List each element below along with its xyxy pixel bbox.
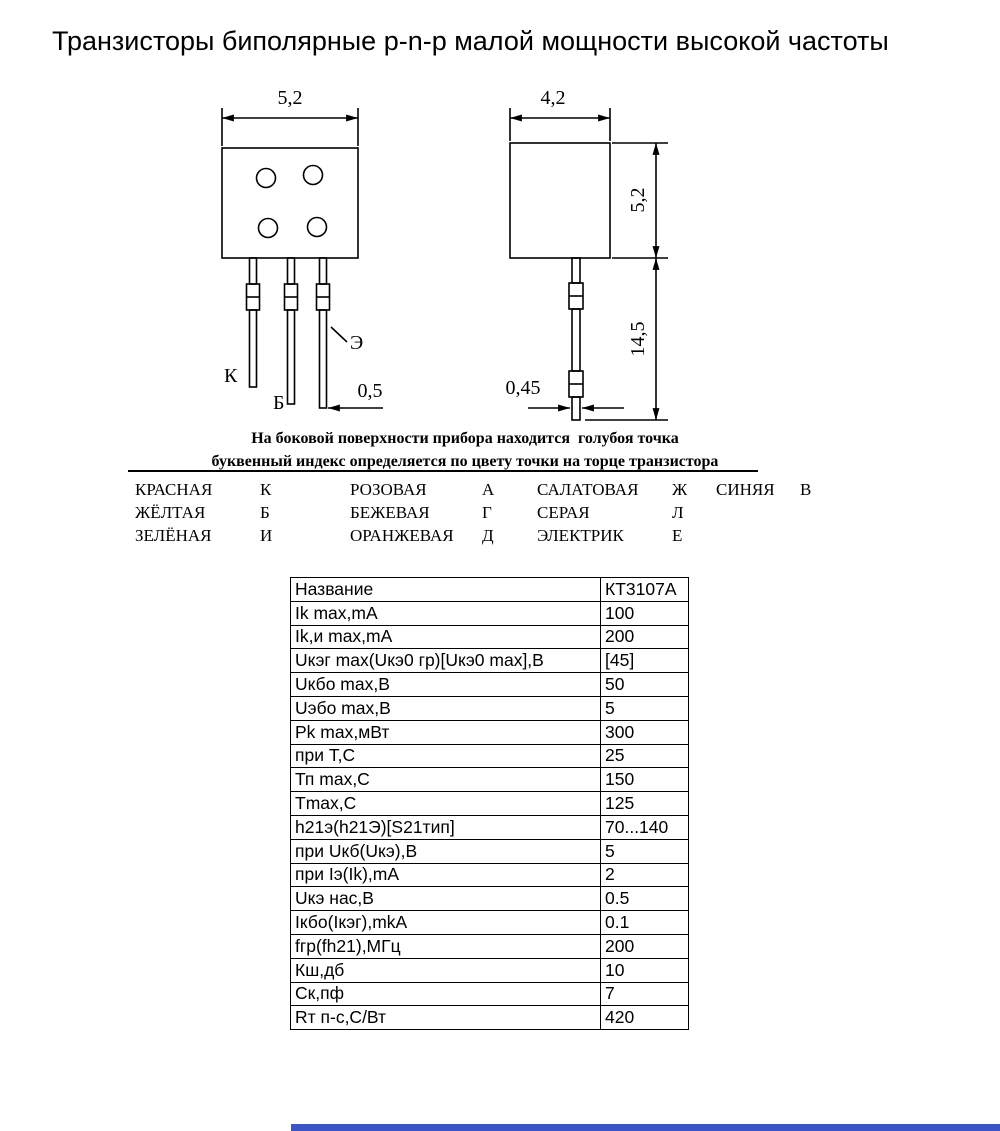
color-name: СИНЯЯ: [716, 479, 775, 499]
color-letter: А: [482, 479, 495, 499]
param-value: 50: [601, 673, 689, 697]
param-name: Iкбо(Iкэг),mkA: [291, 911, 601, 935]
page-title: Транзисторы биполярные p-n-p малой мощности высокой частоты: [52, 26, 889, 56]
color-letter: Д: [482, 525, 494, 545]
param-header-name: Название: [291, 578, 601, 602]
param-row: [291, 673, 689, 697]
side-lead: [569, 258, 583, 420]
param-value: 150: [601, 768, 689, 792]
color-name: САЛАТОВАЯ: [537, 479, 639, 499]
param-row: [291, 887, 689, 911]
param-value: 300: [601, 720, 689, 744]
param-value: 5: [601, 839, 689, 863]
param-value: 200: [601, 625, 689, 649]
emitter-leader-line: [331, 327, 347, 342]
parameters-header-row: [291, 578, 689, 602]
front-width-dimension: [222, 108, 358, 146]
color-code-row: [135, 501, 840, 524]
param-name: Uкэг max(Uкэ0 гр)[Uкэ0 max],В: [291, 649, 601, 673]
param-row: [291, 815, 689, 839]
param-name: Ik,и max,mA: [291, 625, 601, 649]
color-code-row: [135, 478, 840, 501]
dim-side-lead-length: 14,5: [627, 321, 649, 357]
param-name: при Iэ(Ik),mA: [291, 863, 601, 887]
param-name: Rт п-с,С/Вт: [291, 1006, 601, 1030]
param-row: [291, 768, 689, 792]
param-value: 0.1: [601, 911, 689, 935]
param-name: Ск,пф: [291, 982, 601, 1006]
param-name: Ik max,mA: [291, 601, 601, 625]
param-name: Uкэ нас,В: [291, 887, 601, 911]
side-height-dimensions: [585, 143, 668, 420]
param-value: 5: [601, 696, 689, 720]
param-row: [291, 720, 689, 744]
dim-side-lead-thickness: 0,45: [505, 377, 541, 399]
param-value: 100: [601, 601, 689, 625]
color-letter: Е: [672, 525, 683, 545]
color-name: ЖЁЛТАЯ: [135, 502, 206, 522]
color-code-table: [135, 478, 840, 547]
param-header-value: КТ3107А: [601, 578, 689, 602]
param-row: [291, 792, 689, 816]
param-name: h21э(h21Э)[S21тип]: [291, 815, 601, 839]
dim-front-lead-width: 0,5: [357, 380, 383, 402]
color-name: КРАСНАЯ: [135, 479, 213, 499]
param-row: [291, 934, 689, 958]
color-name: БЕЖЕВАЯ: [350, 502, 430, 522]
pin-label-base: Б: [273, 392, 285, 414]
color-letter: Л: [672, 502, 684, 522]
param-row: [291, 1006, 689, 1030]
param-row: [291, 601, 689, 625]
param-row: [291, 744, 689, 768]
dim-side-body-width: 4,2: [540, 87, 566, 109]
front-mounting-holes: [257, 166, 327, 238]
color-name: СЕРАЯ: [537, 502, 590, 522]
param-value: 7: [601, 982, 689, 1006]
marking-notes: [90, 427, 840, 473]
param-row: [291, 839, 689, 863]
param-row: [291, 982, 689, 1006]
color-name: ЗЕЛЁНАЯ: [135, 525, 212, 545]
color-letter: Ж: [672, 479, 688, 499]
side-body-outline: [510, 143, 610, 258]
param-value: 420: [601, 1006, 689, 1030]
side-width-dimension: [510, 108, 610, 141]
dim-front-body-width: 5,2: [277, 87, 303, 109]
param-value: 2: [601, 863, 689, 887]
divider-line: [128, 470, 758, 472]
param-name: Pk max,мВт: [291, 720, 601, 744]
note-line-1: На боковой поверхности прибора находится голубоя точка: [251, 430, 679, 447]
pin-label-collector: К: [224, 365, 238, 387]
dim-side-body-height: 5,2: [627, 187, 649, 213]
param-row: [291, 649, 689, 673]
param-name: Tmax,С: [291, 792, 601, 816]
param-name: Uэбо max,В: [291, 696, 601, 720]
param-name: fгр(fh21),МГц: [291, 934, 601, 958]
param-value: 70...140: [601, 815, 689, 839]
param-row: [291, 911, 689, 935]
color-name: РОЗОВАЯ: [350, 479, 427, 499]
param-value: 200: [601, 934, 689, 958]
param-value: 25: [601, 744, 689, 768]
param-row: [291, 625, 689, 649]
color-letter: Б: [260, 502, 270, 522]
param-row: [291, 958, 689, 982]
param-name: при Т,С: [291, 744, 601, 768]
param-row: [291, 863, 689, 887]
package-drawing: [0, 85, 1000, 435]
param-value: 0.5: [601, 887, 689, 911]
param-name: Uкбо max,В: [291, 673, 601, 697]
front-view-drawing: [222, 108, 383, 408]
param-value: 10: [601, 958, 689, 982]
color-name: ОРАНЖЕВАЯ: [350, 525, 454, 545]
note-line-2: буквенный индекс определяется по цвету точки на торце транзистора: [211, 453, 719, 470]
bottom-blue-bar: [291, 1124, 1000, 1131]
param-value: 125: [601, 792, 689, 816]
front-body-outline: [222, 148, 358, 258]
param-name: Тп max,С: [291, 768, 601, 792]
pin-label-emitter: Э: [350, 332, 364, 354]
color-letter: И: [260, 525, 273, 545]
param-name: Кш,дб: [291, 958, 601, 982]
color-letter: В: [800, 479, 812, 499]
param-name: при Uкб(Uкэ),В: [291, 839, 601, 863]
color-letter: Г: [482, 502, 492, 522]
param-value: [45]: [601, 649, 689, 673]
param-row: [291, 696, 689, 720]
front-leads: [247, 258, 330, 408]
color-name: ЭЛЕКТРИК: [537, 525, 624, 545]
color-letter: К: [260, 479, 272, 499]
parameters-table: [290, 577, 689, 1030]
side-view-drawing: [510, 108, 668, 420]
color-code-row: [135, 524, 840, 547]
